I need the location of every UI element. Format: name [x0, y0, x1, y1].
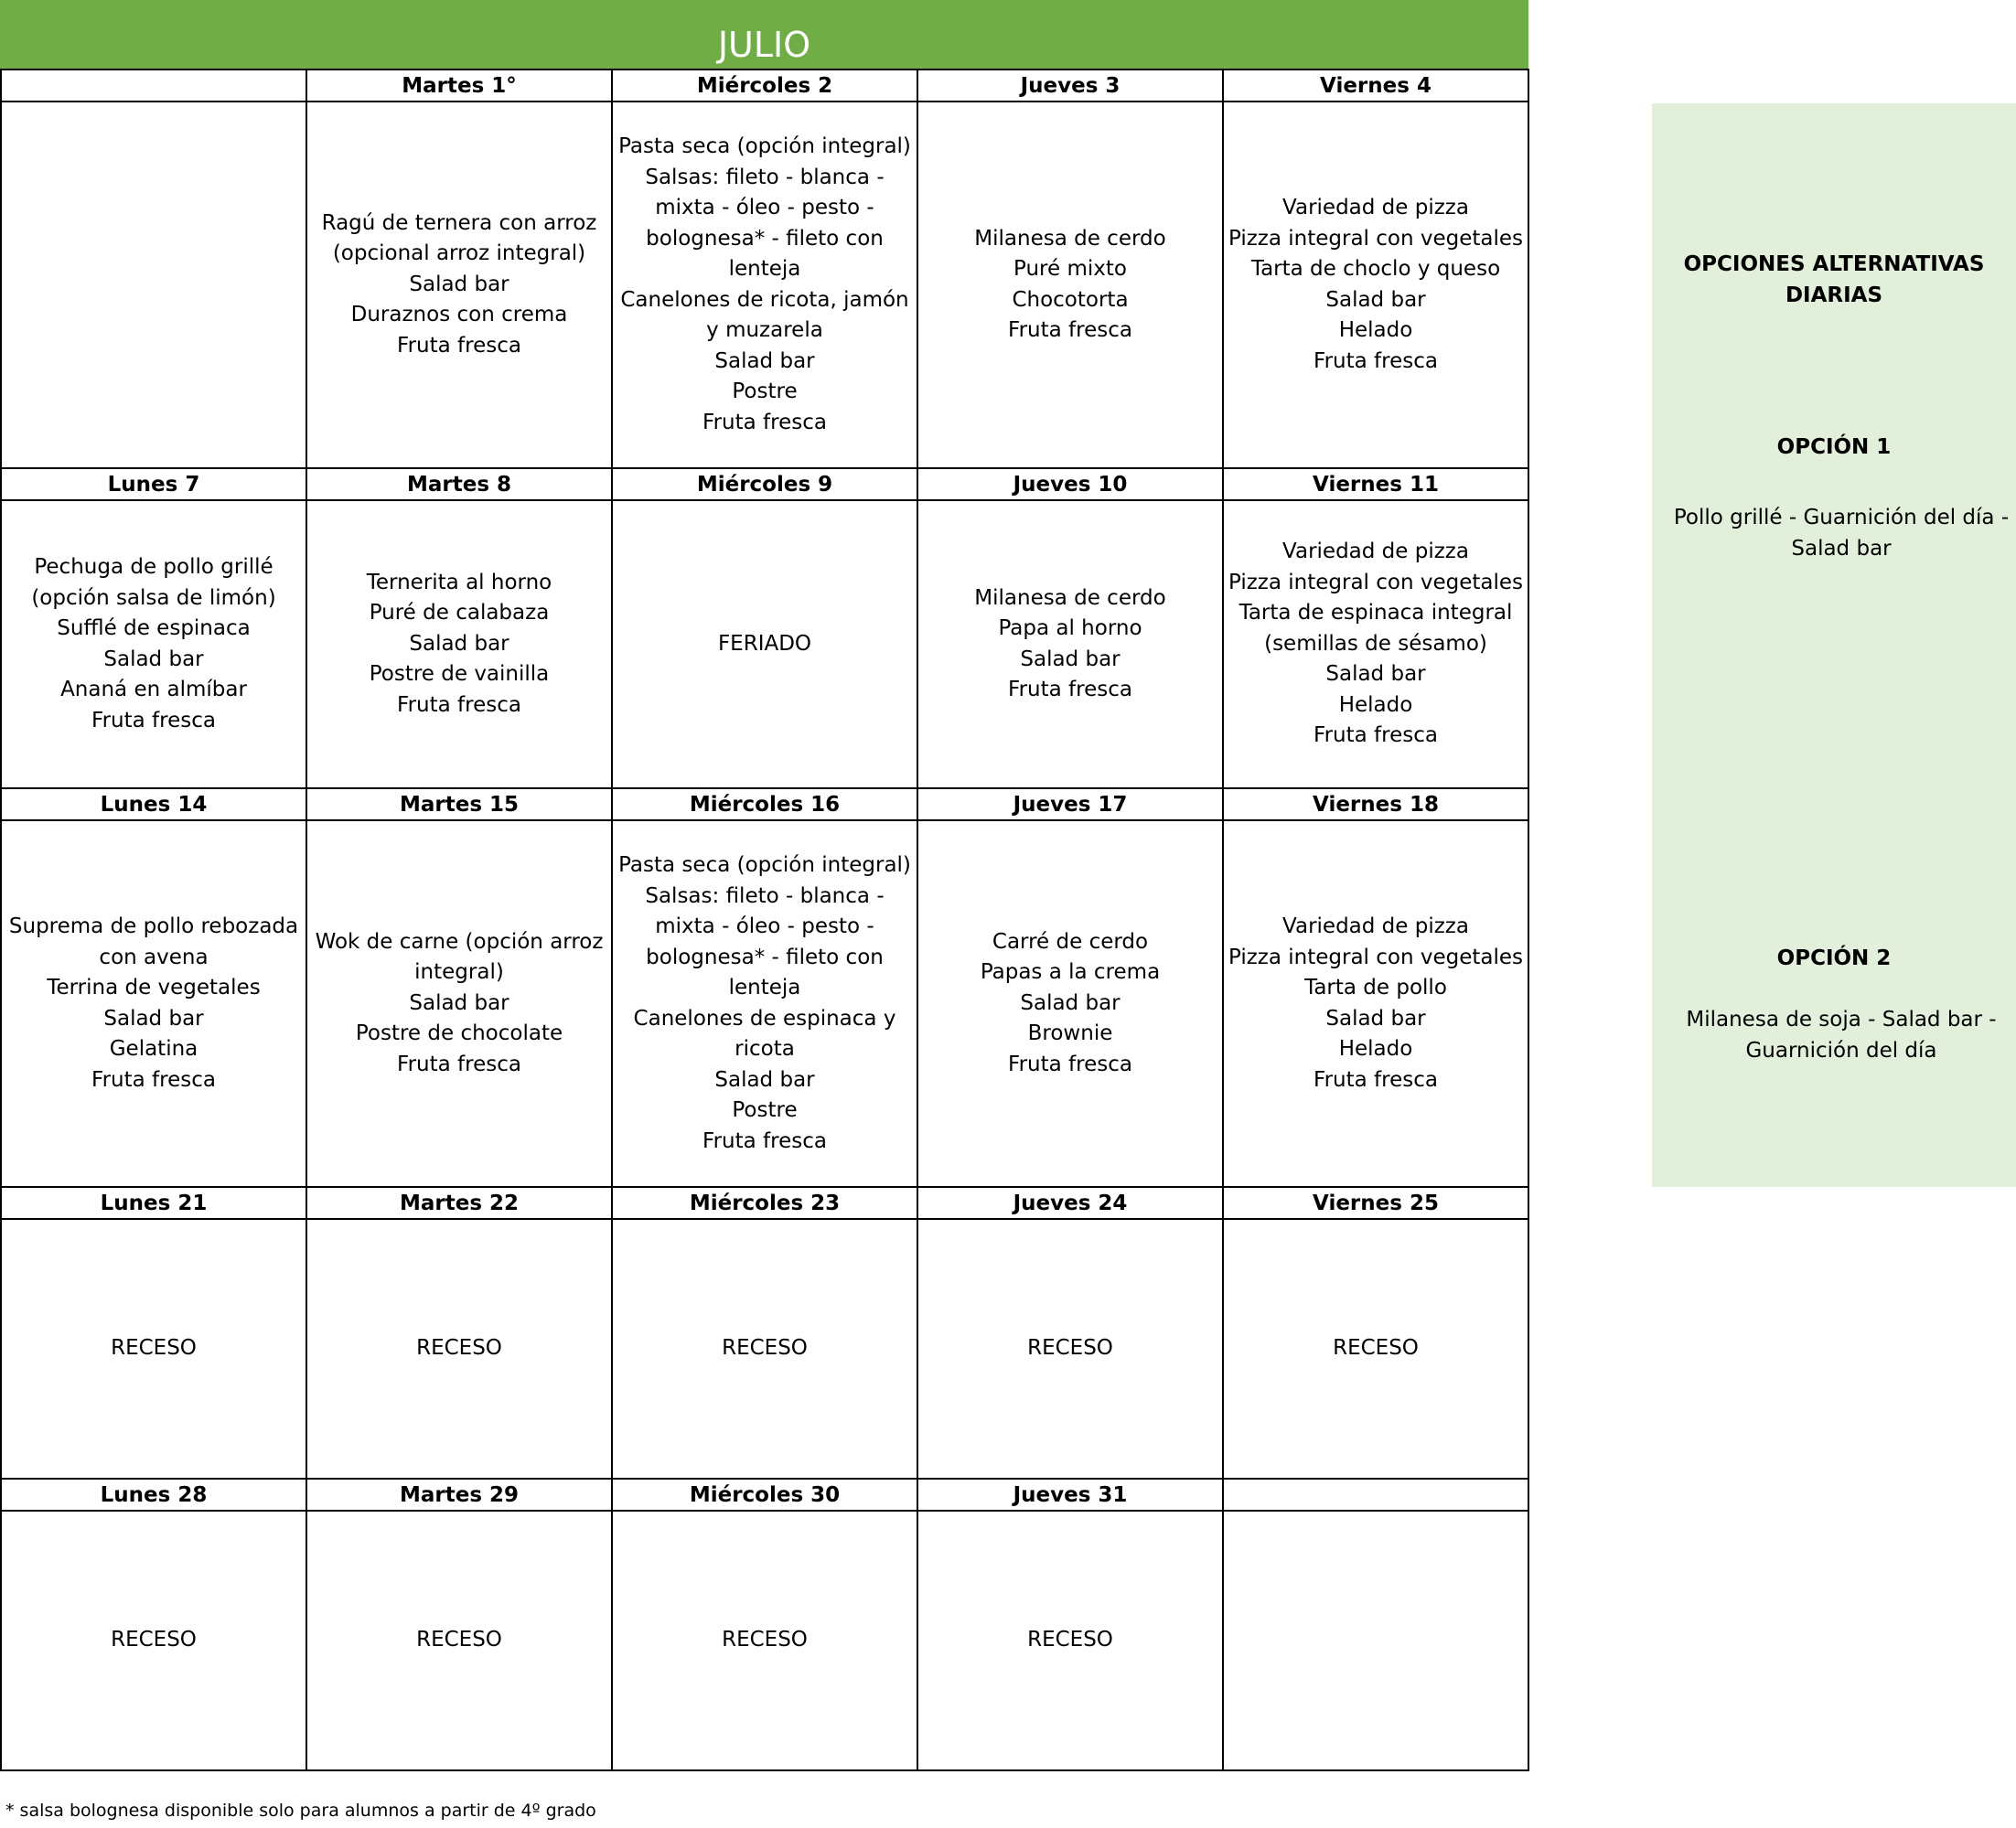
meal-item: Pizza integral con vegetales	[1228, 226, 1524, 251]
meal-item: Salad bar	[103, 1006, 204, 1031]
meal-item: Papa al horno	[998, 616, 1142, 640]
meal-cell	[306, 1511, 612, 1770]
alternative-options-panel	[1652, 103, 2016, 1187]
meal-item: Fruta fresca	[1314, 348, 1438, 373]
meal-item: Fruta fresca	[91, 708, 216, 732]
meal-cell	[612, 102, 917, 468]
day-label: Martes 22	[306, 1187, 612, 1219]
day-label: Miércoles 2	[612, 69, 917, 102]
meal-item: Salsas: fileto - blanca -	[645, 165, 885, 189]
meal-item: Postre de vainilla	[369, 662, 550, 687]
meal-item: Brownie	[1027, 1021, 1113, 1046]
day-header-row	[1, 1479, 1528, 1511]
meal-item: Salad bar	[409, 272, 509, 296]
meal-cell	[1223, 102, 1528, 468]
meal-item: Sufflé de espinaca	[57, 616, 251, 640]
meal-item: Fruta fresca	[1314, 1067, 1438, 1092]
meal-item: Fruta fresca	[702, 1128, 827, 1153]
meal-item: Canelones de espinaca y	[633, 1006, 896, 1031]
meal-item: FERIADO	[717, 631, 812, 656]
meal-cell	[306, 1219, 612, 1479]
meal-item: con avena	[99, 945, 209, 969]
meal-item: Helado	[1338, 692, 1413, 717]
day-label: Miércoles 16	[612, 788, 917, 820]
day-label: Martes 1°	[306, 69, 612, 102]
meal-item: Papas a la crema	[980, 960, 1161, 985]
meal-item: Fruta fresca	[1008, 678, 1132, 701]
menu-calendar-table	[0, 69, 1529, 1771]
meal-item: bolognesa* - fileto con	[646, 945, 884, 969]
meal-item: Fruta fresca	[702, 410, 827, 434]
meal-item: Tarta de pollo	[1304, 976, 1447, 1000]
meal-item: y muzarela	[706, 318, 823, 342]
meal-item: Fruta fresca	[397, 1052, 521, 1076]
meal-item: Pechuga de pollo grillé	[34, 555, 273, 579]
meal-item: Salad bar	[1020, 990, 1121, 1015]
meal-cell	[1, 1219, 306, 1479]
meal-item: Puré mixto	[1013, 257, 1127, 281]
day-label: Lunes 14	[1, 788, 306, 820]
day-label: Jueves 31	[917, 1479, 1223, 1511]
meal-item: Fruta fresca	[1008, 318, 1132, 342]
meal-cell	[1, 500, 306, 788]
meal-cell	[917, 500, 1223, 788]
meal-item: Milanesa de cerdo	[974, 226, 1166, 251]
alternative-options-title: OPCIONES ALTERNATIVAS DIARIAS	[1683, 252, 1985, 307]
meal-row	[1, 1219, 1528, 1479]
meal-item: Suprema de pollo rebozada	[8, 914, 299, 938]
meal-item: RECESO	[111, 1628, 197, 1652]
day-label: Lunes 7	[1, 468, 306, 500]
meal-item: mixta - óleo - pesto -	[655, 914, 874, 938]
day-header-row	[1, 468, 1528, 500]
day-label	[1223, 1479, 1528, 1511]
day-label: Lunes 28	[1, 1479, 306, 1511]
meal-item: Salad bar	[714, 348, 815, 373]
meal-item: Puré de calabaza	[369, 601, 550, 625]
meal-item: Pizza integral con vegetales	[1228, 945, 1524, 969]
day-header-row	[1, 1187, 1528, 1219]
meal-cell	[612, 500, 917, 788]
meal-item: (opcional arroz integral)	[332, 241, 586, 266]
meal-item: Fruta fresca	[91, 1067, 216, 1092]
day-label	[1, 69, 306, 102]
meal-item: Salad bar	[409, 990, 509, 1015]
meal-item: Wok de carne (opción arroz	[315, 929, 604, 954]
meal-cell	[1223, 1511, 1528, 1770]
meal-cell	[1, 102, 306, 468]
day-header-row	[1, 788, 1528, 820]
meal-item: Chocotorta	[1012, 287, 1129, 312]
meal-item: bolognesa* - fileto con	[646, 226, 884, 251]
meal-cell	[612, 820, 917, 1187]
meal-item: RECESO	[111, 1336, 197, 1361]
month-title: JULIO	[0, 0, 1528, 69]
meal-item: RECESO	[722, 1628, 808, 1652]
meal-item: Pizza integral con vegetales	[1228, 570, 1524, 594]
option2-description: Milanesa de soja - Salad bar - Guarnición del día	[1686, 1008, 1997, 1063]
meal-item: mixta - óleo - pesto -	[655, 196, 874, 219]
day-label: Miércoles 30	[612, 1479, 917, 1511]
meal-item: Helado	[1338, 318, 1413, 342]
meal-item: RECESO	[1027, 1628, 1113, 1652]
meal-item: Ananá en almíbar	[60, 678, 247, 701]
day-label: Lunes 21	[1, 1187, 306, 1219]
meal-item: Postre de chocolate	[355, 1021, 563, 1046]
meal-cell	[917, 820, 1223, 1187]
meal-item: Salad bar	[1020, 647, 1121, 671]
option1-description: Pollo grillé - Guarnición del día - Salad bar	[1673, 506, 2010, 561]
meal-item: Pasta seca (opción integral)	[618, 853, 911, 877]
meal-item: RECESO	[722, 1336, 808, 1361]
day-label: Jueves 3	[917, 69, 1223, 102]
day-label: Viernes 11	[1223, 468, 1528, 500]
footnote: * salsa bolognesa disponible solo para alumnos a partir de 4º grado	[5, 1801, 596, 1821]
meal-item: Ternerita al horno	[366, 570, 552, 594]
meal-row	[1, 102, 1528, 468]
meal-row	[1, 1511, 1528, 1770]
meal-item: (opción salsa de limón)	[31, 585, 276, 610]
meal-item: RECESO	[1027, 1336, 1113, 1361]
day-label: Viernes 25	[1223, 1187, 1528, 1219]
meal-item: Salad bar	[714, 1067, 815, 1092]
day-label: Miércoles 23	[612, 1187, 917, 1219]
meal-item: ricota	[735, 1037, 795, 1061]
meal-item: Tarta de choclo y queso	[1250, 257, 1501, 281]
meal-item: (semillas de sésamo)	[1264, 631, 1487, 656]
option1-heading: OPCIÓN 1	[1776, 435, 1892, 459]
meal-item: Salad bar	[1325, 662, 1426, 687]
meal-item: Ragú de ternera con arroz	[321, 210, 597, 235]
meal-item: Salad bar	[1325, 1006, 1426, 1031]
meal-item: RECESO	[416, 1628, 502, 1652]
day-label: Martes 29	[306, 1479, 612, 1511]
option2-heading: OPCIÓN 2	[1776, 946, 1892, 970]
meal-cell	[1223, 1219, 1528, 1479]
meal-cell	[917, 102, 1223, 468]
meal-item: lenteja	[728, 976, 801, 1000]
day-label: Viernes 18	[1223, 788, 1528, 820]
meal-item: Fruta fresca	[1314, 723, 1438, 748]
meal-cell	[917, 1219, 1223, 1479]
day-label: Viernes 4	[1223, 69, 1528, 102]
meal-item: Milanesa de cerdo	[974, 585, 1166, 610]
meal-item: Duraznos con crema	[350, 303, 568, 327]
day-label: Jueves 17	[917, 788, 1223, 820]
meal-item: integral)	[414, 960, 504, 985]
meal-item: RECESO	[1333, 1336, 1419, 1361]
meal-item: Fruta fresca	[397, 692, 521, 717]
meal-cell	[612, 1219, 917, 1479]
meal-item: Carré de cerdo	[992, 929, 1149, 954]
meal-item: Variedad de pizza	[1282, 914, 1469, 938]
meal-item: Pasta seca (opción integral)	[618, 134, 911, 158]
day-label: Miércoles 9	[612, 468, 917, 500]
meal-item: Salad bar	[1325, 287, 1426, 312]
meal-row	[1, 820, 1528, 1187]
meal-cell	[1, 1511, 306, 1770]
meal-item: Salad bar	[409, 631, 509, 656]
day-label: Jueves 10	[917, 468, 1223, 500]
meal-item: Postre	[732, 1098, 798, 1122]
meal-cell	[1, 820, 306, 1187]
meal-cell	[917, 1511, 1223, 1770]
meal-item: Fruta fresca	[1008, 1052, 1132, 1076]
meal-item: Tarta de espinaca integral	[1239, 601, 1513, 625]
meal-item: Fruta fresca	[397, 333, 521, 358]
meal-item: lenteja	[728, 257, 801, 281]
meal-item: Helado	[1338, 1037, 1413, 1061]
meal-cell	[1223, 500, 1528, 788]
meal-item: Canelones de ricota, jamón	[620, 287, 909, 312]
meal-cell	[1223, 820, 1528, 1187]
day-header-row	[1, 69, 1528, 102]
day-label: Jueves 24	[917, 1187, 1223, 1219]
meal-cell	[306, 102, 612, 468]
day-label: Martes 8	[306, 468, 612, 500]
meal-item: Gelatina	[109, 1037, 198, 1061]
meal-item: RECESO	[416, 1336, 502, 1361]
meal-item: Salsas: fileto - blanca -	[645, 883, 885, 908]
meal-item: Variedad de pizza	[1282, 196, 1469, 219]
meal-row	[1, 500, 1528, 788]
meal-item: Terrina de vegetales	[47, 976, 261, 1000]
meal-cell	[612, 1511, 917, 1770]
meal-item: Variedad de pizza	[1282, 540, 1469, 564]
meal-item: Salad bar	[103, 647, 204, 671]
day-label: Martes 15	[306, 788, 612, 820]
meal-cell	[306, 500, 612, 788]
meal-item: Postre	[732, 379, 798, 403]
meal-cell	[306, 820, 612, 1187]
